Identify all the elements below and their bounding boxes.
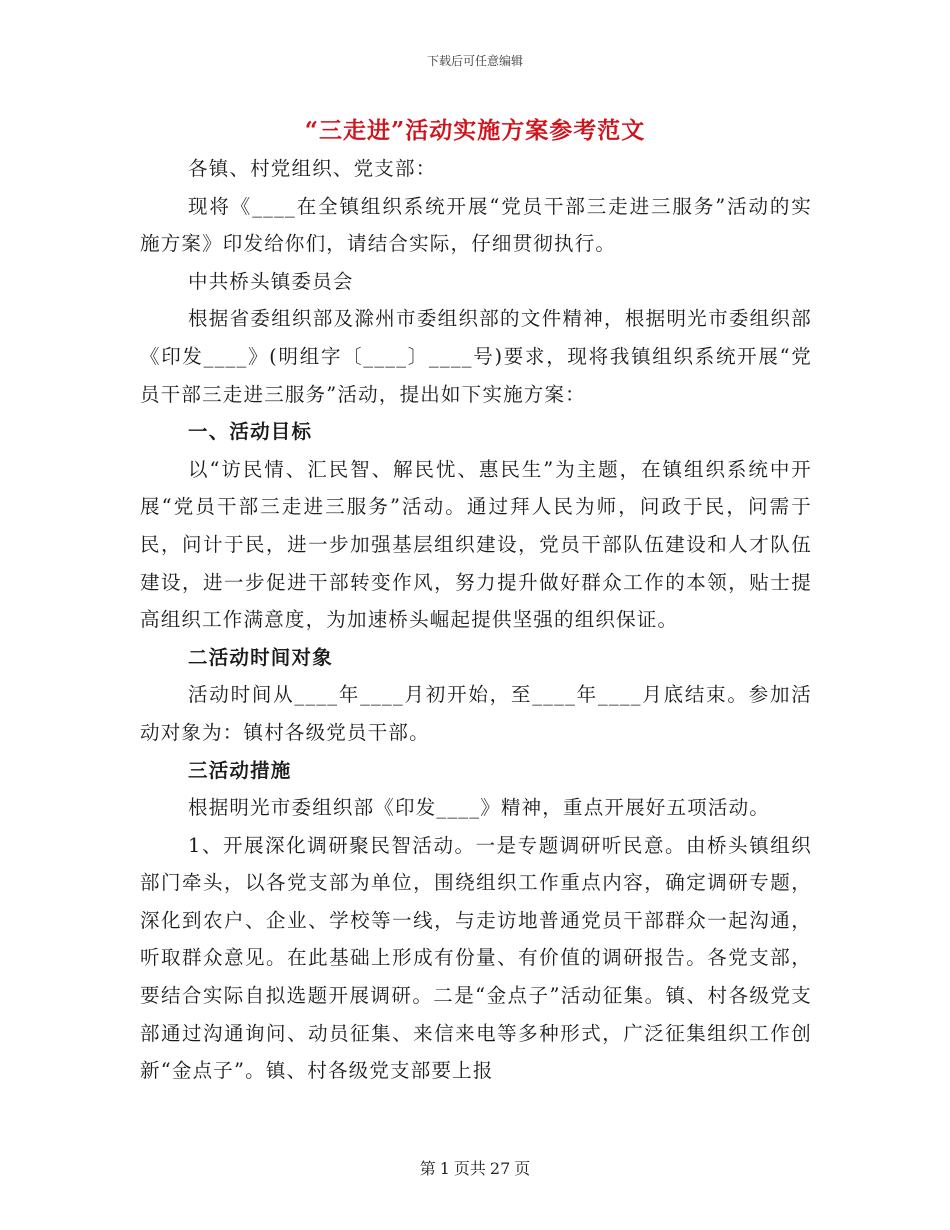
section-heading: 一、活动目标 — [188, 420, 313, 444]
paragraph: 根据明光市委组织部《印发____》精神，重点开展好五项活动。 — [188, 796, 771, 820]
header-note: 下载后可任意编辑 — [426, 54, 523, 68]
paragraph: 现将《____在全镇组织系统开展“党员干部三走进三服务”活动的实施方案》印发给你们，请结合实际，仔细贯彻执行。 — [140, 194, 812, 256]
footer-page-number: 1 — [439, 1159, 450, 1178]
paragraph: 活动时间从____年____月初开始，至____年____月底结束。参加活动对象为：镇村各级党员干部。 — [140, 683, 812, 744]
section-heading: 二活动时间对象 — [188, 645, 333, 669]
footer-middle: 页共 — [453, 1159, 486, 1178]
footer-suffix: 页 — [514, 1159, 531, 1178]
document-title: “三走进”活动实施方案参考范文 — [304, 117, 646, 144]
document-body — [140, 150, 812, 1090]
paragraph: 根据省委组织部及滁州市委组织部的文件精神，根据明光市委组织部《印发____》(明组字〔____〕____号)要求，现将我镇组织系统开展“党员干部三走进三服务”活动，提出如下实施方案： — [140, 307, 812, 406]
signature-line: 中共桥头镇委员会 — [188, 269, 354, 293]
footer-total-pages: 27 — [489, 1159, 511, 1178]
paragraph: 各镇、村党组织、党支部： — [188, 157, 437, 180]
page-footer — [0, 1156, 950, 1179]
paragraph: 以“访民情、汇民智、解民忧、惠民生”为主题，在镇组织系统中开展“党员干部三走进三服务”活动。通过拜人民为师，问政于民，问需于民，问计于民，进一步加强基层组织建设，党员干部队伍建设和人才队伍建设，进一步促进干部转变作风，努力提升做好群众工作的本领，贴士提高组织工作满意度，为加速桥头崛起提供坚强的组织保证。 — [140, 457, 812, 632]
section-heading: 三活动措施 — [188, 758, 292, 782]
footer-prefix: 第 — [419, 1159, 436, 1178]
paragraph: 1、开展深化调研聚民智活动。一是专题调研听民意。由桥头镇组织部门牵头，以各党支部为单位，围绕组织工作重点内容，确定调研专题，深化到农户、企业、学校等一线，与走访地普通党员干部群众一起沟通，听取群众意见。在此基础上形成有份量、有价值的调研报告。各党支部，要结合实际自拟选题开展调研。二是“金点子”活动征集。镇、村各级党支部通过沟通询问、动员征集、来信来电等多种形式，广泛征集组织工作创新“金点子”。镇、村各级党支部要上报 — [140, 833, 812, 1083]
